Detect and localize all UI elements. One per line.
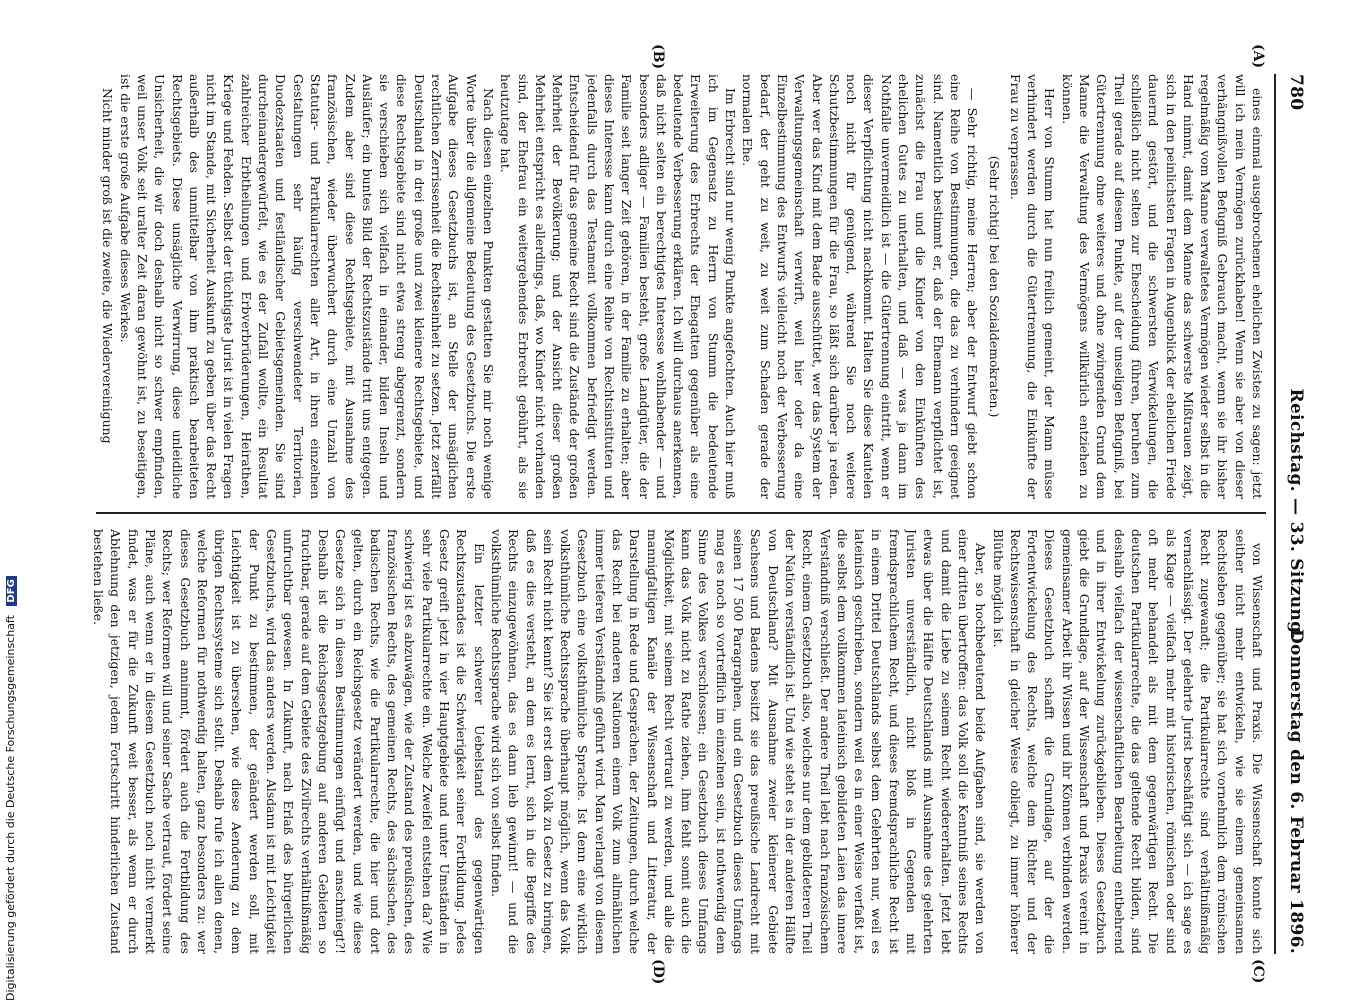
paragraph: Ein letzter schwerer Uebelstand des gegenwärtigen Rechtszustandes ist die Schwierigkeit seiner Fortbildung. Jedes Gesetz greift jetzt in vier Hauptgebiete und unter Umständen in sehr viele Partikularrechte ein. Welche Zweifel entstehen da? Wie schwierig ist es abzuwägen, wie der Zustand des preußischen, des französischen Rechts, des gemeinen Rechts, des sächsischen, des badischen Rechts, wie die Partikularrechte, die hier und dort gelten, durch ein Reichsgesetz verändert werden, und wie diese Gesetze sich in diesen Bestimmungen einfügt und anschmiegt?! Deshalb ist die Reichsgesetzgebung auf anderen Gebieten so fruchtbar, gerade auf dem Gebiete des Zivilrechts verhältnißmäßig unfruchtbar gewesen. In Zukunft, nach Erlaß des bürgerlichen Gesetzbuchs, wird das anders werden. Alsdann ist mit Leichtigkeit der Punkt zu bestimmen, der geändert werden soll, mit Leichtigkeit ist zu übersehen, wie diese Aenderung zu dem übrigen Rechtssysteme sich stellt. Deshalb rufe ich allen denen, welche Reformen für nothwendig halten, ganz besonders zu: wer dieses Gesetzbuch annimmt, fördert auch die Fortbildung des Rechts; wer Reformen will und seiner Sache vertraut, fördert seine Pläne, auch wenn er in diesem Gesetzbuch noch nicht vermerkt findet, was er für die Zukunft weit besser, als wenn er durch Ablehnung den jetzigen, jedem Fortschritt hinderlichen Zustand bestehen ließe.: [91, 529, 487, 954]
marker-b: (B): [650, 44, 666, 70]
paragraph: Aber, so hochbedeutend beide Aufgaben sind, sie werden von einer dritten übertroffen: das Volk soll die Kenntniß seines Rechts und damit die Liebe zu seinem Recht wiedererhalten. Jetzt lebt etwas über die Hälfte Deutschlands mit Ausnahme des gelehrten Juristen unverständlich, nicht bloß in Gegenden mit fremdsprachlichem Recht, und dieses fremdsprachliche Recht ist in einem Drittel Deutschlands selbst dem Gelehrten nur, weil es lateinisch geschrieben, sondern weil es in einer Weise verfaßt ist, die selbst dem vollkommen lateinisch gebildeten Laien das innere Verständniß verschließt. Der andere Theil lebt nach französischem Recht, einem Gesetzbuch also, welches nur dem gebildeteren Theil der Nation verständlich ist. Und wie steht es in der anderen Hälfte von Deutschland? Mit Ausnahme zweier kleinerer Gebiete Sachsens und Badens besitzt sie das preußische Landrecht mit seinen 17 500 Paragraphen, und ein Gesetzbuch dieses Umfangs mag es noch so vortrefflich im einzelnen sein, ist nothwendig dem Sinne des Volkes verschlossen; ein Gesetzbuch dieses Umfangs kann das Volk nicht zu Rathe ziehen, ihm fehlt somit auch die Möglichkeit, mit seinem Recht vertraut zu werden, und alle die mannigfaltigen Kanäle der Wissenschaft und Litteratur, der Darstellung in Rede und Gesprächen, der Zeitungen, durch welche das Recht bei anderen Nationen einem Volk zum allmählichen immer tieferen Verständniß geführt wird. Man verlangt von diesem Gesetzbuch eine volksthümliche Sprache. Ist denn eine wirklich volksthümliche Rechtssprache überhaupt möglich, wenn das Volk sein Recht nicht kennt? Sie ist erst dem Volk zu Gesetz zu bringen, daß es dies versteht, an dem es lernt, sich in die Begriffe des Rechts einzugewöhnen, das es dann lieb gewinnt! — und die volksthümliche Rechtssprache wird sich von selbst finden.: [488, 529, 989, 954]
paragraph: — Sehr richtig, meine Herren; aber der Entwurf giebt schon eine Reihe von Bestimmungen, die das zu verhindern geeignet sind. Namentlich bestimmt er, daß der Ehemann verpflichtet ist, zunächst die Frau und die Kinder von den Einkünften des ehelichen Gutes zu unterhalten, und daß — was ja dann im Nothfalle unvermeidlich ist — die Gütertrennung eintritt, wenn er dieser Verpflichtung nicht nachkommt. Halten Sie diese Kautelen noch nicht für genügend, während Sie noch weitere Schutzbestimmungen für die Frau, so läßt sich darüber ja reden. Aber wer das Kind mit dem Bade ausschüttet, wer das System der Verwaltungsgemeinschaft verwirft, weil hier oder da eine Einzelbestimmung des Entwurfs vielleicht noch der Verbesserung bedarf, der geht zu weit, zu weit zum Schaden gerade der normalen Ehe.: [740, 74, 981, 499]
paragraph: Im Erbrecht sind nur wenig Punkte angefochten. Auch hier muß ich im Gegensatz zu Herrn von Stumm die bedeutende Erweiterung des Erbrechts der Ehegatten gegenüber als eine bedeutende Verbesserung erklären. Ich will durchaus anerkennen, daß nicht selten ein berechtigtes Interesse wohlhabender — und besonders adliger — Familien besteht, große Landgüter, die der Familie seit langer Zeit gehören, in der Familie zu erhalten; aber dieses Interesse kann durch eine Reihe von Rechtsinstituten und jedenfalls durch das Testament vollkommen befriedigt werden. Entscheidend für das gemeine Recht sind die Zustände der großen Mehrheit der Bevölkerung; und der Ansicht dieser großen Mehrheit entspricht es allerdings, daß, wo Kinder nicht vorhanden sind, der Ehefrau ein weitergehendes Erbrecht gebührt, als sie heutzutage hat.: [498, 74, 739, 499]
paragraph: Nicht minder groß ist die zweite, die Wiedervereinigung: [100, 88, 116, 444]
marker-c: (C): [1250, 959, 1266, 984]
digitization-footer: [4, 579, 18, 1001]
header-title: Reichstag. — 33. Sitzung.: [1286, 388, 1306, 640]
header-rule: [1274, 74, 1276, 954]
footer-text: Digitalisierung gefördert durch die Deutsche Forschungsgemeinschaft: [4, 615, 17, 1001]
header-date: Donnerstag den 6. Februar 1896.: [1286, 628, 1306, 954]
right-column: [86, 529, 1266, 954]
paragraph: von Wissenschaft und Praxis. Die Wissenschaft konnte sich seither nicht mehr entwickeln, wie sie einem gemeinsamen Rechtsleben gegenüber; sie hat sich vornehmlich dem römischen Recht zugewandt; die Partikularrechte sind verhältnißmäßig vernachlässigt. Der gelehrte Jurist beschäftigt sich — ich sage es als Klage — vielfach mehr mit historischen, römischen oder sind oft mehr behandelt als mit dem gegenwärtigen Recht. Die deutschen Partikularrechte, die das geltende Recht bilden, sind deshalb vielfach der wissenschaftlichen Bearbeitung entbehrend und in ihrer Entwickelung zurückgeblieben. Dieses Gesetzbuch giebt die Grundlage, auf der Wissenschaft und Praxis vereint in gemeinsamer Arbeit ihr Wissen und ihr Können verbinden werden. Dieses Gesetzbuch schafft die Grundlage, auf der die Fortentwickelung des Rechts, welche dem Richter und der Rechtswissenschaft in gleicher Weise obliegt, zu immer höherer Blüthe möglich ist.: [990, 529, 1265, 954]
paragraph: Herr von Stumm hat nun freilich gemeint, der Mann müsse verhindert werden durch die Gütertrennung, die Einkünfte der Frau zu verprassen.: [1007, 74, 1058, 499]
marker-a: (A): [1250, 44, 1266, 69]
paragraph: eines einmal ausgebrochenen ehelichen Zwistes zu sagen: jetzt will ich mein Vermögen zurückhaben! Wenn sie aber von dieser verhängnißvollen Befugniß Gebrauch macht, wenn sie ihr bisher regelmäßig vom Manne verwaltetes Vermögen wieder selbst in die Hand nimmt, damit dem Manne das schwerste Mißtrauen zeigt, sich in den peinlichsten Fragen in Augenblick der ehelichen Friede dauernd gestört, und die schwersten Verwickelungen, die schließlich nicht selten zur Ehescheidung führen, beruhen zum Theil gerade auf diesem Punkte, auf der unseligen Befugniß, bei Gütertrennung ohne weiteres und ohne zwingenden Grund dem Manne die Verwaltung des Vermögens willkürlich entziehen zu können.: [1059, 74, 1265, 499]
dfg-logo: DFG: [6, 576, 17, 605]
page-header: [1280, 74, 1306, 954]
page-number: 780: [1286, 74, 1306, 111]
paragraph: Nach diesen einzelnen Punkten gestatten Sie mir noch wenige Worte über die allgemeine Bedeutung des Gesetzbuchs. Die erste Aufgabe dieses Gesetzbuchs ist, an Stelle der unsäglichen rechtlichen Zerrissenheit die Rechtseinheit zu setzen. Jetzt zerfällt Deutschland in drei große und zwei kleinere Rechtsgebiete, und diese Rechtsgebiete sind nicht etwa streng abgegrenzt, sondern sie verschieben sich vielfach in einander, bilden Inseln und Ausläufer; ein buntes Bild der Rechtszustände tritt uns entgegen. Zudem aber sind diese Rechtsgebiete, mit Ausnahme des französischen, wieder überwuchert durch eine Unzahl von Statutar- und Partikularrechten aller Art, in ihren einzelnen Gestaltungen sehr häufig verschwendeter Territorien, Duodezstaaten und festländischer Gebietsgemeinden. Sie sind durcheinandergewürfelt, wie es der Zufall wollte, ein Resultat zahlreicher Erbtheilungen und Erbverbrüderungen, Heirathen, Kriege und Fehden. Selbst der tüchtigste Jurist ist in vielen Fragen nicht im Stande, mit Sicherheit Auskunft zu geben über das Recht außerhalb des unmittelbar von ihm praktisch bearbeiteten Rechtsgebiets. Diese unsägliche Verwirrung, diese unleidliche Unsicherheit, die wir doch deshalb nicht so schwer empfinden, weil unser Volk seit uralter Zeit daran gewöhnt ist, zu beseitigen, ist die erste große Aufgabe dieses Werkes.: [117, 74, 496, 499]
rotated-page: [56, 44, 1306, 985]
marker-d: (D): [650, 959, 666, 985]
column-divider: [96, 512, 1266, 514]
left-column: [86, 74, 1266, 499]
interjection: (Sehr richtig! bei den Sozialdemokraten.): [986, 155, 1002, 418]
